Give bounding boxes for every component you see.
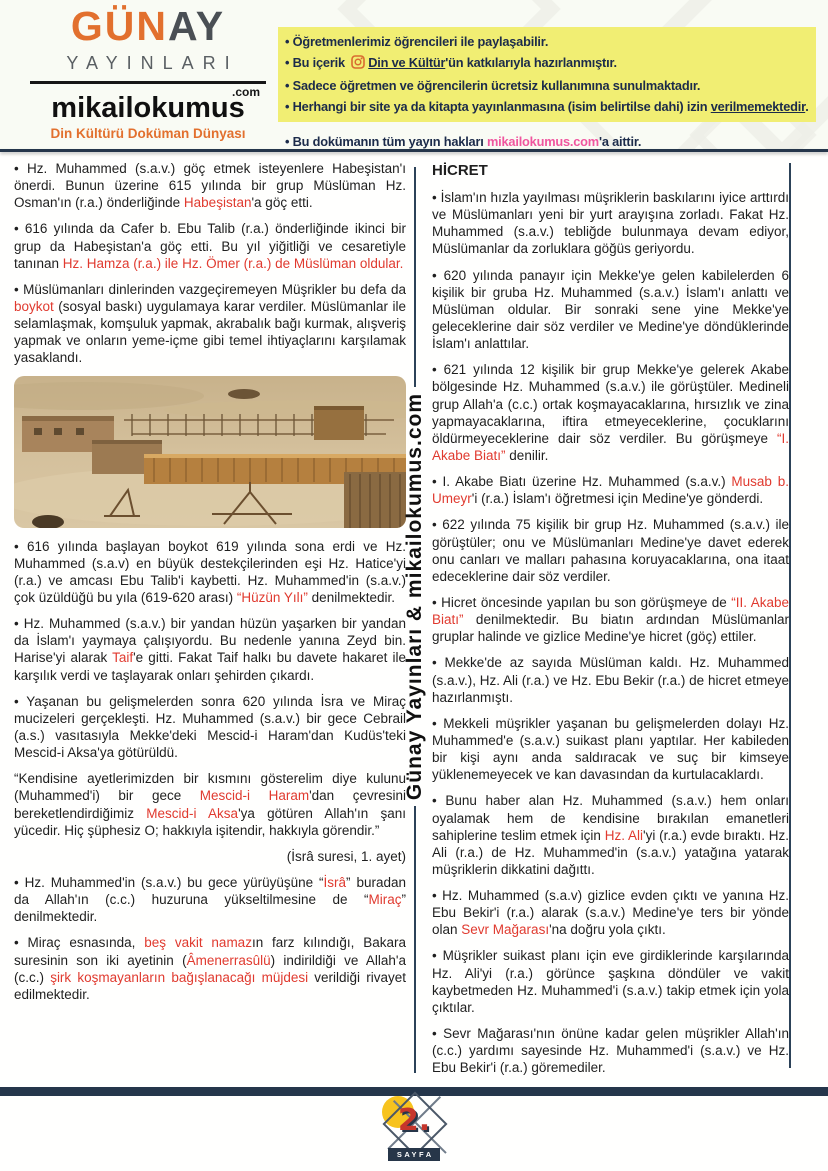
highlighted-term: Taif: [112, 650, 134, 666]
text-segment: • 622 yılında 75 kişilik bir grup Hz. Muhammed (s.a.v.) ile görüştüler; onu ve Müslümanları Medine'ye davet ederek onu canları ve malları pahasına koruyacaklarına, ona itaat edeceklerine dair söz verdiler.: [432, 517, 789, 584]
instagram-icon: [351, 54, 365, 75]
highlighted-term: Musab b. Umeyr: [432, 474, 789, 507]
paragraph: [14, 220, 406, 271]
text-segment: ” denilmektedir.: [14, 892, 406, 925]
text-segment: • Müşrikler suikast planı için eve girdiklerinde karşılarında Hz. Ali'yi (r.a.) görünce şaşkına döndüler ve vakit kaybetmeden Hz. Muhammed'i (s.a.v.) takip etmek için yola çıktılar.: [432, 948, 789, 1015]
site-logo: mikailokumus: [51, 92, 245, 124]
text-segment: • Hz. Muhammed (s.a.v.) bir yandan hüzün yaşarken bir yandan da İslam'ı yaymaya çalışıyordu. Bu nedenle yanına Zeyd bin. Harise'yi alarak: [14, 616, 406, 666]
text-segment: • Miraç esnasında,: [14, 935, 145, 951]
highlighted-term: Mescid-i Aksa: [146, 805, 239, 821]
paragraph: [14, 538, 406, 607]
divider-line-top: [414, 167, 416, 387]
notice-line: [285, 96, 809, 117]
paragraph: [14, 874, 406, 925]
left-paragraphs: [14, 538, 406, 1003]
highlighted-term: Miraç: [368, 892, 402, 908]
copyright-site-link[interactable]: mikailokumus.com: [486, 134, 599, 149]
notice-line: [285, 52, 809, 75]
text-segment: • Mekkeli müşrikler yaşanan bu gelişmelerden dolayı Hz. Muhammed'e (s.a.v.) suikast planı yaptılar. Her kabileden bir kişi aynı anda saldıracak ve suç bir kimseye yüklenemeyecek ve kan davasından da kurtulacaklardı.: [432, 715, 789, 783]
usage-notices: [278, 27, 826, 149]
notice-line: [285, 75, 809, 96]
text-segment: “Kendisine ayetlerimizden bir kısmını gösterelim diye kulunu (Muhammed'i) bir gece: [14, 771, 406, 804]
highlighted-term: “Hüzün Yılı”: [236, 589, 308, 605]
paragraph: [432, 654, 789, 705]
header-divider-rule: [0, 149, 828, 152]
notice-text: .: [805, 99, 809, 114]
notice-text: • Bu içerik: [285, 55, 349, 70]
divider-line-bottom: [414, 806, 416, 1073]
text-segment: • 621 yılında 12 kişilik bir grup Mekke'ye gelerek Akabe bölgesinde Hz. Muhammed (s.a.v.) ile görüştüler. Medineli grup Allah'a (c.c.) ortak koşmayacaklarına, hırsızlık ve zina yapmayacaklarına, iftira etmeyeceklerine, çocuklarını öldürmeyeceklerine dair söz verdiler. Bu görüşmeye: [432, 362, 789, 446]
text-segment: denilmektedir.: [307, 589, 395, 605]
paragraph: [432, 715, 789, 784]
paragraph: [14, 281, 406, 367]
text-segment: • Hz. Muhammed'in (s.a.v.) bu gece yürüyüşüne “: [14, 874, 324, 890]
paragraph: [432, 887, 789, 938]
highlighted-term: “II. Akabe Biatı”: [432, 594, 789, 628]
highlighted-term: Hz. Hamza (r.a.) ile Hz. Ömer (r.a.) de Müslüman oldular.: [62, 255, 404, 271]
brand-part-ay: AY: [167, 3, 226, 49]
right-edge-rule: [789, 163, 791, 1068]
text-segment: 'i (r.a.) İslam'ı öğretmesi için Medine'ye gönderdi.: [471, 491, 764, 507]
page-label: SAYFA: [388, 1148, 440, 1161]
text-segment: 'na doğru yola çıktı.: [549, 922, 666, 938]
paragraph: [432, 947, 789, 1016]
highlighted-term: Hz. Ali: [604, 827, 643, 843]
left-intro-paragraphs: [14, 160, 406, 367]
brand-wordmark: [26, 3, 270, 49]
text-segment: • Bunu haber alan Hz. Muhammed (s.a.v.) hem onları oyalamak hem de kendisine bırakılan emanetleri sahiplerine teslim etmek için: [432, 793, 789, 843]
text-segment: • İslam'ın hızla yayılması müşriklerin baskılarını iyice arttırdı ve Müslümanları yeni bir yurt arayışına zorladı. Fakat Hz. Muhammed (s.a.v.) tebliğde bulunmaya devam ediyor, Müslümanlar da zorluklara göğüs geriyordu.: [432, 190, 789, 257]
column-divider: [402, 167, 428, 1073]
highlighted-term: beş vakit namaz: [144, 935, 252, 951]
paragraph: [432, 267, 789, 353]
text-segment: • Hicret öncesinde yapılan bu son görüşmeye de: [432, 594, 732, 610]
divider-brand-label: Günay Yayınları & mikailokumus.com: [403, 393, 426, 801]
brand-part-gun: GÜN: [70, 3, 168, 49]
text-segment: • Müslümanları dinlerinden vazgeçiremeyen Müşrikler bu defa da: [14, 281, 406, 297]
paragraph: [14, 848, 406, 865]
paragraph: [14, 160, 406, 211]
text-segment: ın farz kılındığı, Bakara suresinin son iki ayetinin (: [14, 935, 406, 968]
text-segment: 'e gitti. Fakat Taif halkı bu davete hakaret ile karşılık verdi ve taşlayarak onları şehirden çıkardı.: [14, 650, 406, 683]
paragraph: [14, 693, 406, 762]
text-segment: • Hz. Muhammed (s.a.v.) göç etmek isteyenlere Habeşistan'ı önerdi. Bunun üzerine 615 yılında bir grup Müslüman Hz. Osman'ın (r.a.) önderliğinde: [14, 161, 406, 211]
highlighted-term: Mescid-i Haram: [199, 788, 310, 804]
text-segment: • Sevr Mağarası'nın önüne kadar gelen müşrikler Allah'ın (c.c.) yardımı sayesinde Hz. Muhammed'i (s.a.v.) ve Hz. Ebu Bekir'i (r.a.) göremediler.: [432, 1026, 789, 1076]
page-number: 2.: [397, 1103, 431, 1138]
notice-text: • Sadece öğretmen ve öğrencilerin ücretsiz kullanımına sunulmaktadır.: [285, 78, 701, 93]
paragraph: [432, 189, 789, 258]
notice-text: • Bu dokümanın tüm yayın hakları: [285, 134, 487, 149]
text-segment: 'yi (r.a.) evde bıraktı. Hz. Ali (r.a.) de Hz. Muhammed'in (s.a.v.) yatağına yatarak müşriklerin dikkatini dağıttı.: [432, 827, 789, 877]
notice-line: [285, 31, 809, 52]
right-paragraphs: [432, 189, 789, 1076]
text-segment: verildiği rivayet edilmektedir.: [14, 969, 406, 1002]
paragraph: [432, 361, 789, 464]
highlighted-term: şirk koşmayanların bağışlanacağı müjdesi: [50, 969, 309, 985]
paragraph: [432, 1025, 789, 1076]
gunay-logo: [26, 3, 270, 141]
text-segment: (İsrâ suresi, 1. ayet): [286, 848, 406, 864]
highlighted-term: boykot: [14, 298, 54, 314]
highlighted-term: Habeşistan: [183, 195, 252, 211]
text-segment: • 616 yılında da Cafer b. Ebu Talib (r.a.) önderliğinde ikinci bir grup da Habeşistan'a göç etti. Bu yıl yiğitliği ve cesaretiyle tanınan: [14, 221, 406, 271]
text-segment: denilmektedir. Bu biatın ardından Müslümanlar gruplar halinde ve gizlice Medine'ye hicret (göç) ettiler.: [432, 612, 789, 645]
paragraph: [432, 516, 789, 585]
notice-text: 'a aittir.: [598, 134, 642, 149]
text-segment: • Hz. Muhammed (s.a.v) gizlice evden çıktı ve yanına Hz. Ebu Bekir'i (r.a.) alarak (s.a.v.) Medine'ye ters bir yönde olan: [432, 888, 789, 938]
notice-text: • Herhangi bir site ya da kitapta yayınlanmasına (isim belirtilse dahi) izin: [285, 99, 711, 114]
copyright-line: [278, 131, 826, 149]
paragraph: [432, 473, 789, 507]
desert-settlement-photo: [14, 376, 406, 528]
left-column: [14, 160, 406, 1085]
notice-text: • Öğretmenlerimiz öğrencileri ile paylaşabilir.: [285, 34, 549, 49]
highlighted-term: Sevr Mağarası: [461, 922, 550, 938]
paragraph: [14, 615, 406, 684]
site-tagline: Din Kültürü Doküman Dünyası: [50, 126, 246, 141]
text-segment: denilir.: [505, 447, 549, 463]
text-segment: • 620 yılında panayır için Mekke'ye gelen kabilelerden 6 kişilik bir gruba Hz. Muhammed (s.a.v.) İslam'ı anlattı ve Müslüman oldular. Bir sonraki sene yine Mekke'ye geleceklerine dair söz verdiler ve Medine'ye döndüklerinde İslam'ı anlattılar.: [432, 267, 789, 352]
header: [0, 0, 828, 149]
highlighted-notices-panel: [278, 27, 816, 122]
text-segment: • Mekke'de az sayıda Müslüman kaldı. Hz. Muhammed (s.a.v.), Hz. Ali (r.a.) ve Hz. Ebu Bekir (r.a.) de hicret etmeye hazırlanmıştı.: [432, 655, 789, 705]
instagram-account-link[interactable]: Din ve Kültür: [368, 55, 446, 70]
paragraph: [14, 934, 406, 1003]
text-segment: • 616 yılında başlayan boykot 619 yılında sona erdi ve Hz. Muhammed (s.a.v) en büyük destekçilerinden eşi Hz. Hatice'yi (r.a.) ve amcası Ebu Talib'i kaybetti. Hz. Muhammed'in (s.a.v.) çok üzüldüğü bu yıla (619-620 arası): [14, 538, 406, 605]
text-segment: ) indirildiği ve Allah'a (c.c.): [14, 952, 406, 985]
page-number-badge: [369, 1096, 459, 1168]
paragraph: [432, 792, 789, 878]
right-column: [432, 160, 789, 1085]
text-segment: • I. Akabe Biatı üzerine Hz. Muhammed (s.a.v.): [432, 474, 732, 490]
text-segment: (sosyal baskı) uygulamaya karar verdiler. Müslümanlar ile selamlaşmak, komşuluk yapmak, akrabalık bağı kurmak, alışveriş yapmak ve onların yeme-içme gibi temel ihtiyaçlarını karşılamak yasaklandı.: [14, 298, 406, 366]
paragraph: [432, 594, 789, 645]
logo-divider: [30, 81, 266, 84]
highlighted-term: Âmenerrasûlü: [186, 952, 271, 968]
brand-subtitle: YAYINLARI: [66, 53, 239, 73]
notice-emphasis: verilmemektedir: [710, 99, 806, 114]
text-segment: ” buradan da Allah'ın (c.c.) huzuruna yükseltilmesine de “: [14, 874, 406, 908]
paragraph: [14, 770, 406, 839]
notice-text: 'ün katkılarıyla hazırlanmıştır.: [445, 55, 617, 70]
highlighted-term: “I. Akabe Biatı”: [432, 430, 789, 463]
text-segment: 'a göç etti.: [251, 195, 313, 211]
text-segment: 'dan çevresini bereketlendirdiğimiz: [14, 788, 406, 821]
text-segment: 'ya götüren Allah'ın şanı yücedir. Hiç şüphesiz O; hakkıyla işitendir, hakkıyla görendir.”: [14, 805, 406, 838]
section-heading: HİCRET: [432, 162, 488, 179]
text-segment: • Yaşanan bu gelişmelerden sonra 620 yılında İsra ve Miraç mucizeleri gerçekleşti. Hz. Muhammed (s.a.v.) bir gece Cebrail (a.s.) vasıtasıyla Mekke'deki Mescid-i Haram'dan Kudüs'teki Mescid-i Aksa'ya götürüldü.: [14, 693, 406, 761]
highlighted-term: İsrâ: [323, 874, 347, 890]
site-tld: .com: [231, 85, 260, 99]
